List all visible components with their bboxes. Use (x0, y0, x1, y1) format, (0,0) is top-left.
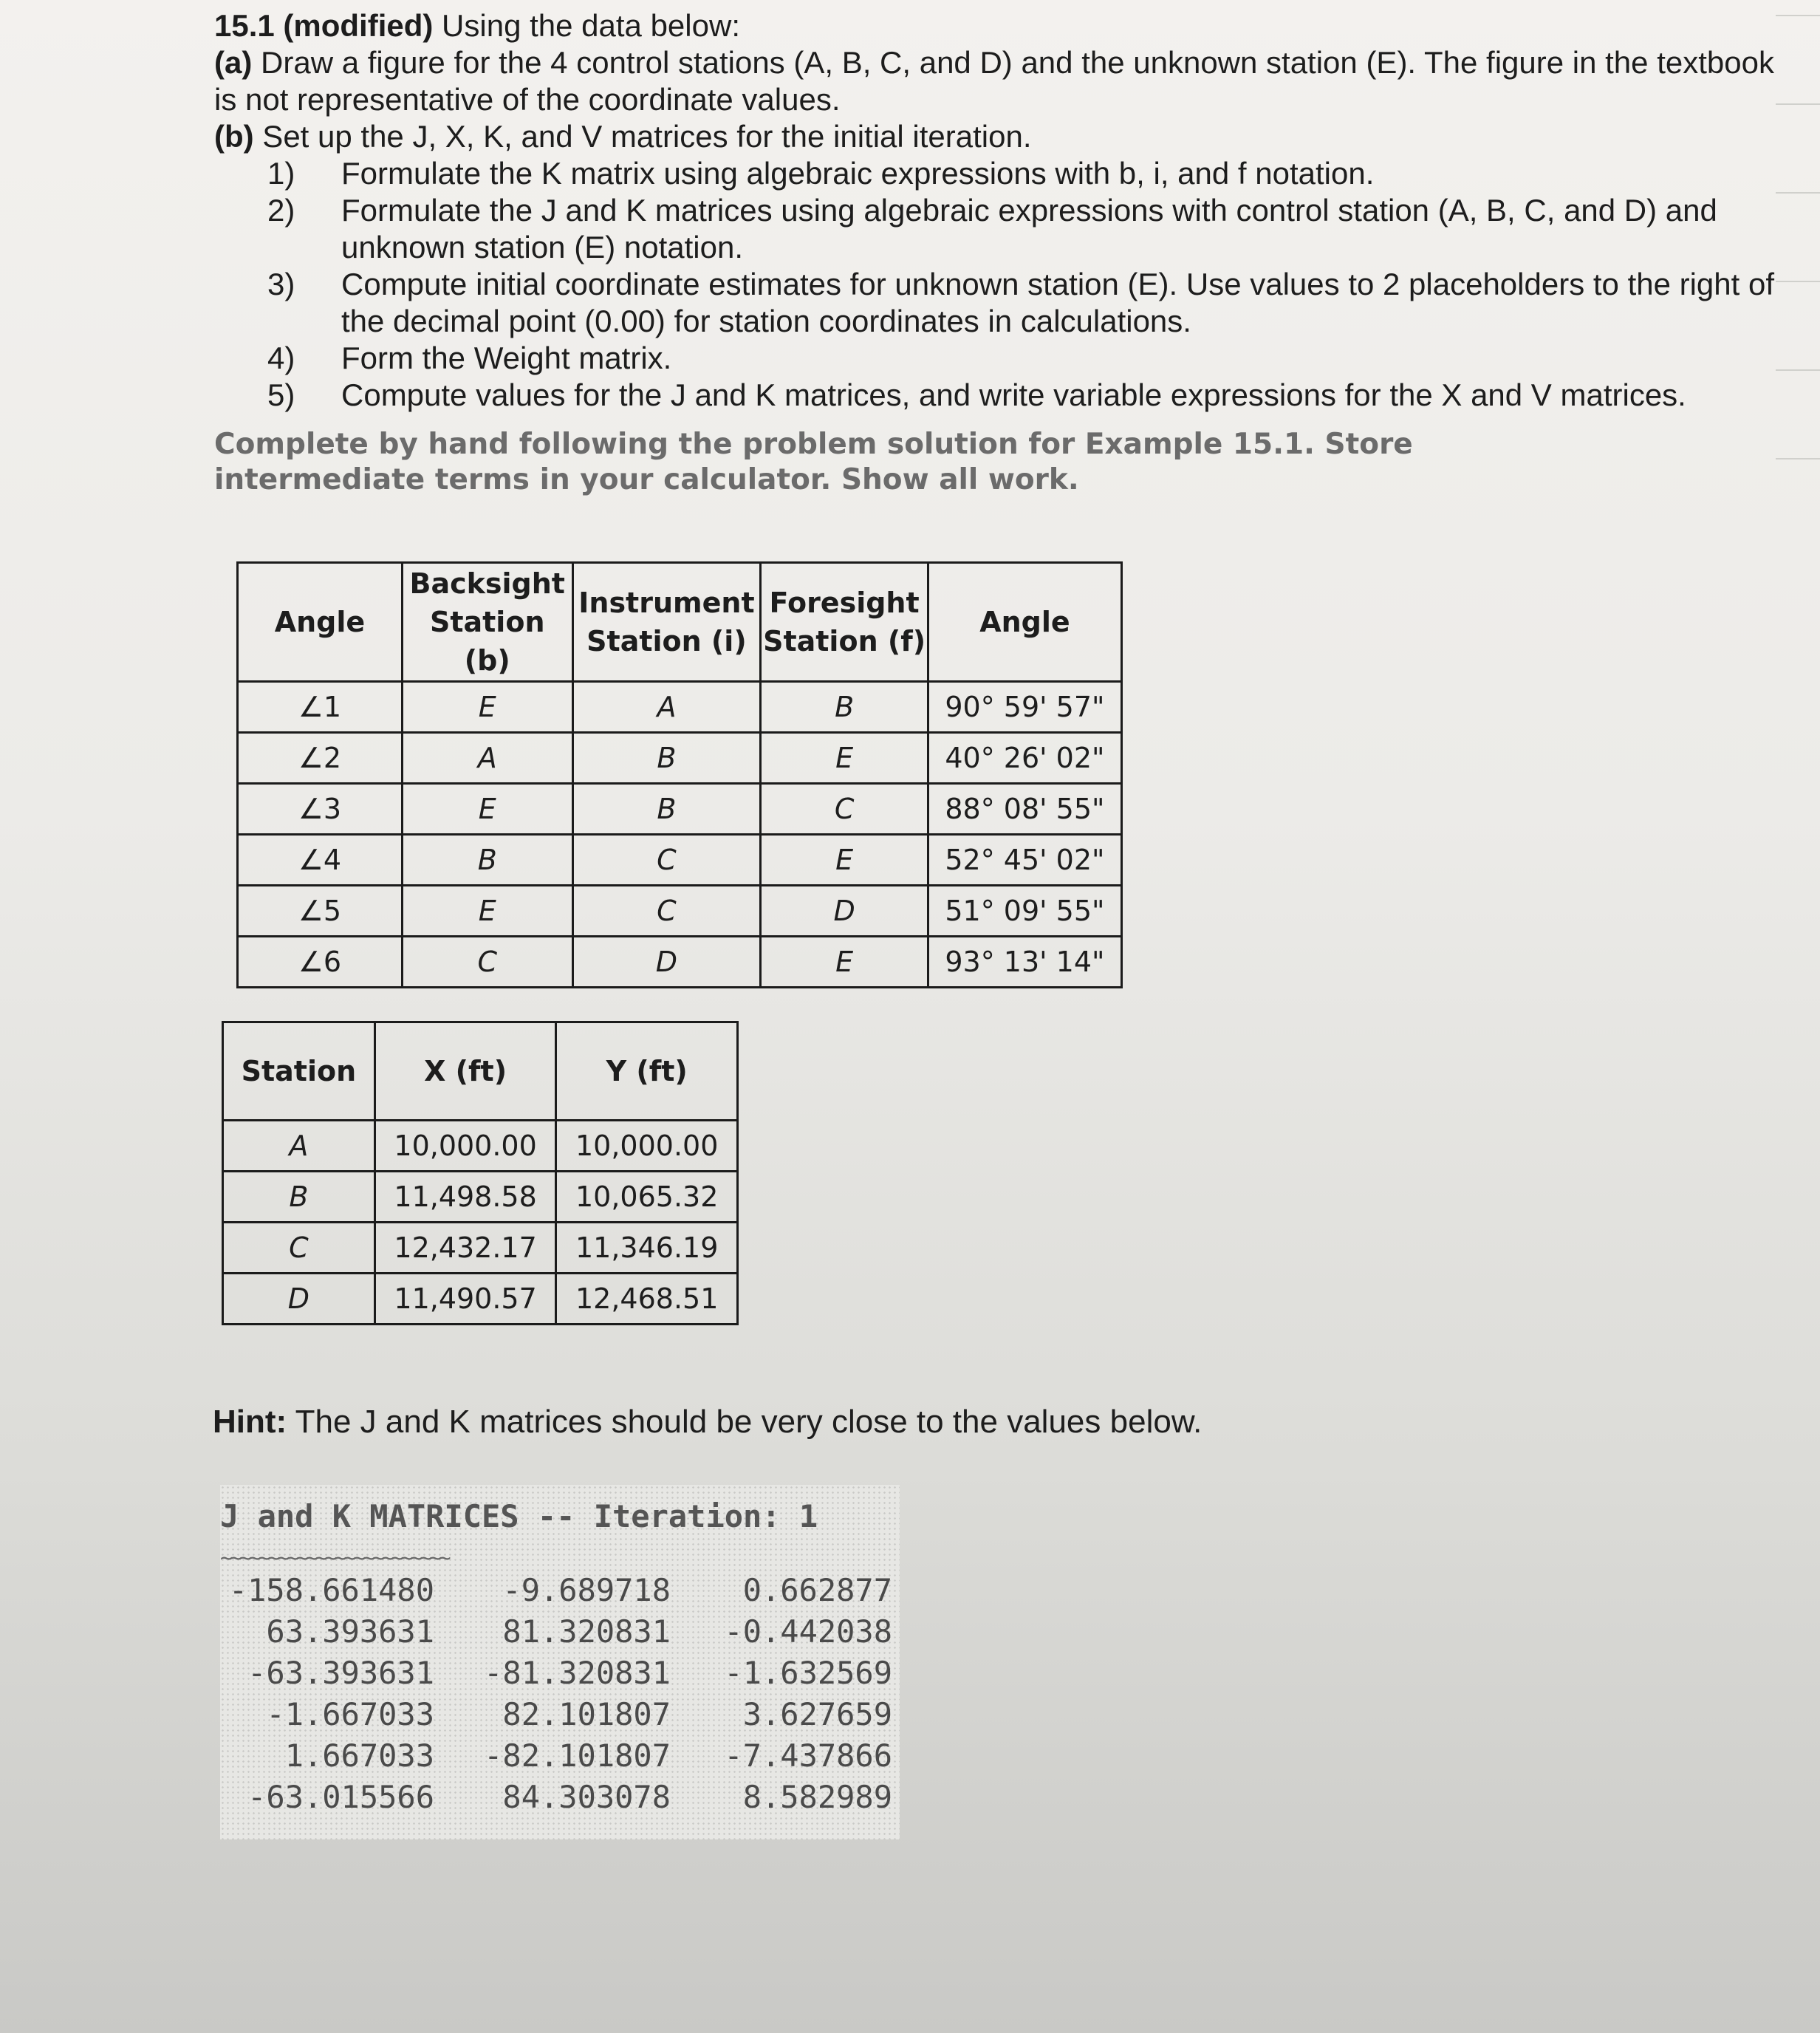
matrix-row (220, 1696, 900, 1738)
background-page-rule (1776, 369, 1820, 371)
background-page-rule (1776, 281, 1820, 282)
hint-label: Hint: (213, 1404, 287, 1440)
j-col2: -9.689718 (502, 1572, 671, 1608)
foresight-station: B (761, 682, 928, 733)
table-row (223, 1121, 738, 1172)
col-header-backsight: Backsight Station (b) (402, 563, 572, 682)
station-name: D (223, 1274, 375, 1325)
step-text: Formulate the K matrix using algebraic expressions with b, i, and f notation. (341, 156, 1375, 191)
angle-value: 40° 26' 02" (928, 733, 1121, 784)
col-header-angle-value: Angle (928, 563, 1121, 682)
problem-intro: Using the data below: (433, 8, 740, 43)
col-header-foresight: Foresight Station (f) (761, 563, 928, 682)
j-col1: -63.393631 (247, 1655, 434, 1691)
y-coordinate: 10,000.00 (556, 1121, 738, 1172)
table-header-row (238, 563, 1122, 682)
table-row (238, 937, 1122, 988)
instructions-note: Complete by hand following the problem solution for Example 15.1. Store intermediate terms in your calculator. Show all work. (214, 428, 1413, 496)
col-header-station: Station (223, 1022, 375, 1121)
angle-value: 52° 45' 02" (928, 835, 1121, 886)
table-row (238, 784, 1122, 835)
col-header-y: Y (ft) (556, 1022, 738, 1121)
part-a (214, 44, 1788, 118)
matrix-row (220, 1779, 900, 1820)
k-value: 0.662877 (742, 1572, 892, 1608)
part-a-label: (a) (214, 45, 253, 80)
matrix-row (220, 1655, 900, 1696)
angle-id: ∠6 (238, 937, 403, 988)
k-value: -7.437866 (724, 1738, 892, 1774)
step-number: 5) (267, 377, 295, 412)
part-b-text: Set up the J, X, K, and V matrices for the initial iteration. (253, 119, 1032, 154)
k-value: -1.632569 (724, 1655, 892, 1691)
y-coordinate: 10,065.32 (556, 1172, 738, 1223)
step-number: 2) (267, 193, 295, 228)
part-a-text: Draw a figure for the 4 control stations (A, B, C, and D) and the unknown station (E). The figure in the textbook is not representative of the coordinate values. (214, 45, 1774, 117)
angle-value: 51° 09' 55" (928, 886, 1121, 937)
hint-text: The J and K matrices should be very close to the values below. (287, 1404, 1202, 1440)
matrix-row (220, 1738, 900, 1779)
station-name: A (223, 1121, 375, 1172)
col-header-x: X (ft) (374, 1022, 556, 1121)
matrix-row (220, 1572, 900, 1613)
part-b (214, 118, 1788, 155)
step-item (267, 192, 1788, 266)
x-coordinate: 11,498.58 (374, 1172, 556, 1223)
j-col1: -1.667033 (266, 1696, 434, 1732)
instrument-station: C (572, 886, 761, 937)
table-row (238, 733, 1122, 784)
y-coordinate: 12,468.51 (556, 1274, 738, 1325)
backsight-station: A (402, 733, 572, 784)
instrument-station: B (572, 784, 761, 835)
angle-observations-table (236, 561, 1123, 988)
j-col2: 81.320831 (502, 1613, 671, 1650)
x-coordinate: 10,000.00 (374, 1121, 556, 1172)
table-row (223, 1172, 738, 1223)
matrix-row (220, 1613, 900, 1655)
table-row (238, 886, 1122, 937)
step-text: Compute values for the J and K matrices, and write variable expressions for the X and V matrices. (341, 377, 1686, 412)
angle-id: ∠2 (238, 733, 403, 784)
k-value: -0.442038 (724, 1613, 892, 1650)
instrument-station: D (572, 937, 761, 988)
j-col1: 63.393631 (266, 1613, 434, 1650)
col-header-angle: Angle (238, 563, 403, 682)
j-col1: -158.661480 (228, 1572, 434, 1608)
instrument-station: A (572, 682, 761, 733)
backsight-station: E (402, 682, 572, 733)
table-row (238, 682, 1122, 733)
k-value: 8.582989 (742, 1779, 892, 1815)
step-list (214, 155, 1788, 414)
foresight-station: E (761, 835, 928, 886)
foresight-station: E (761, 733, 928, 784)
backsight-station: E (402, 886, 572, 937)
step-text: Formulate the J and K matrices using algebraic expressions with control station (A, B, C, and D) and unknown station (E) notation. (341, 193, 1717, 264)
step-item (267, 377, 1788, 414)
j-col2: -81.320831 (484, 1655, 671, 1691)
hint-line (213, 1404, 1202, 1441)
y-coordinate: 11,346.19 (556, 1223, 738, 1274)
instrument-station: B (572, 733, 761, 784)
j-col1: 1.667033 (284, 1738, 434, 1774)
matrix-underline: ~~~~~~~~~~~~~~~~~~~~~~~~ (220, 1545, 448, 1570)
table-header-row (223, 1022, 738, 1121)
angle-id: ∠3 (238, 784, 403, 835)
col-header-instrument: Instrument Station (i) (572, 563, 761, 682)
k-value: 3.627659 (742, 1696, 892, 1732)
step-item (267, 155, 1788, 192)
table-row (223, 1274, 738, 1325)
background-page-rule (1776, 458, 1820, 459)
angle-id: ∠5 (238, 886, 403, 937)
station-coordinates-table (222, 1021, 739, 1325)
step-number: 1) (267, 156, 295, 191)
angle-value: 93° 13' 14" (928, 937, 1121, 988)
jk-matrix-printout (220, 1485, 900, 1839)
part-b-label: (b) (214, 119, 254, 154)
step-text: Compute initial coordinate estimates for unknown station (E). Use values to 2 placeholders to the right of the decimal point (0.00) for station coordinates in calculations. (341, 267, 1775, 338)
table-row (223, 1223, 738, 1274)
background-page-rule (1776, 15, 1820, 16)
background-page-rule (1776, 103, 1820, 105)
angle-value: 90° 59' 57" (928, 682, 1121, 733)
angle-value: 88° 08' 55" (928, 784, 1121, 835)
background-page-rule (1776, 192, 1820, 194)
x-coordinate: 12,432.17 (374, 1223, 556, 1274)
station-name: B (223, 1172, 375, 1223)
backsight-station: B (402, 835, 572, 886)
backsight-station: C (402, 937, 572, 988)
problem-number: 15.1 (modified) (214, 8, 434, 43)
step-number: 4) (267, 341, 295, 375)
matrix-header: J and K MATRICES -- Iteration: 1 (220, 1498, 818, 1534)
j-col2: -82.101807 (484, 1738, 671, 1774)
backsight-station: E (402, 784, 572, 835)
step-number: 3) (267, 267, 295, 301)
j-col1: -63.015566 (247, 1779, 434, 1815)
foresight-station: C (761, 784, 928, 835)
table-row (238, 835, 1122, 886)
instrument-station: C (572, 835, 761, 886)
foresight-station: E (761, 937, 928, 988)
station-name: C (223, 1223, 375, 1274)
angle-id: ∠1 (238, 682, 403, 733)
j-col2: 84.303078 (502, 1779, 671, 1815)
angle-id: ∠4 (238, 835, 403, 886)
step-text: Form the Weight matrix. (341, 341, 672, 375)
j-col2: 82.101807 (502, 1696, 671, 1732)
foresight-station: D (761, 886, 928, 937)
x-coordinate: 11,490.57 (374, 1274, 556, 1325)
step-item (267, 266, 1788, 340)
step-item (267, 340, 1788, 377)
problem-heading (214, 7, 1788, 44)
